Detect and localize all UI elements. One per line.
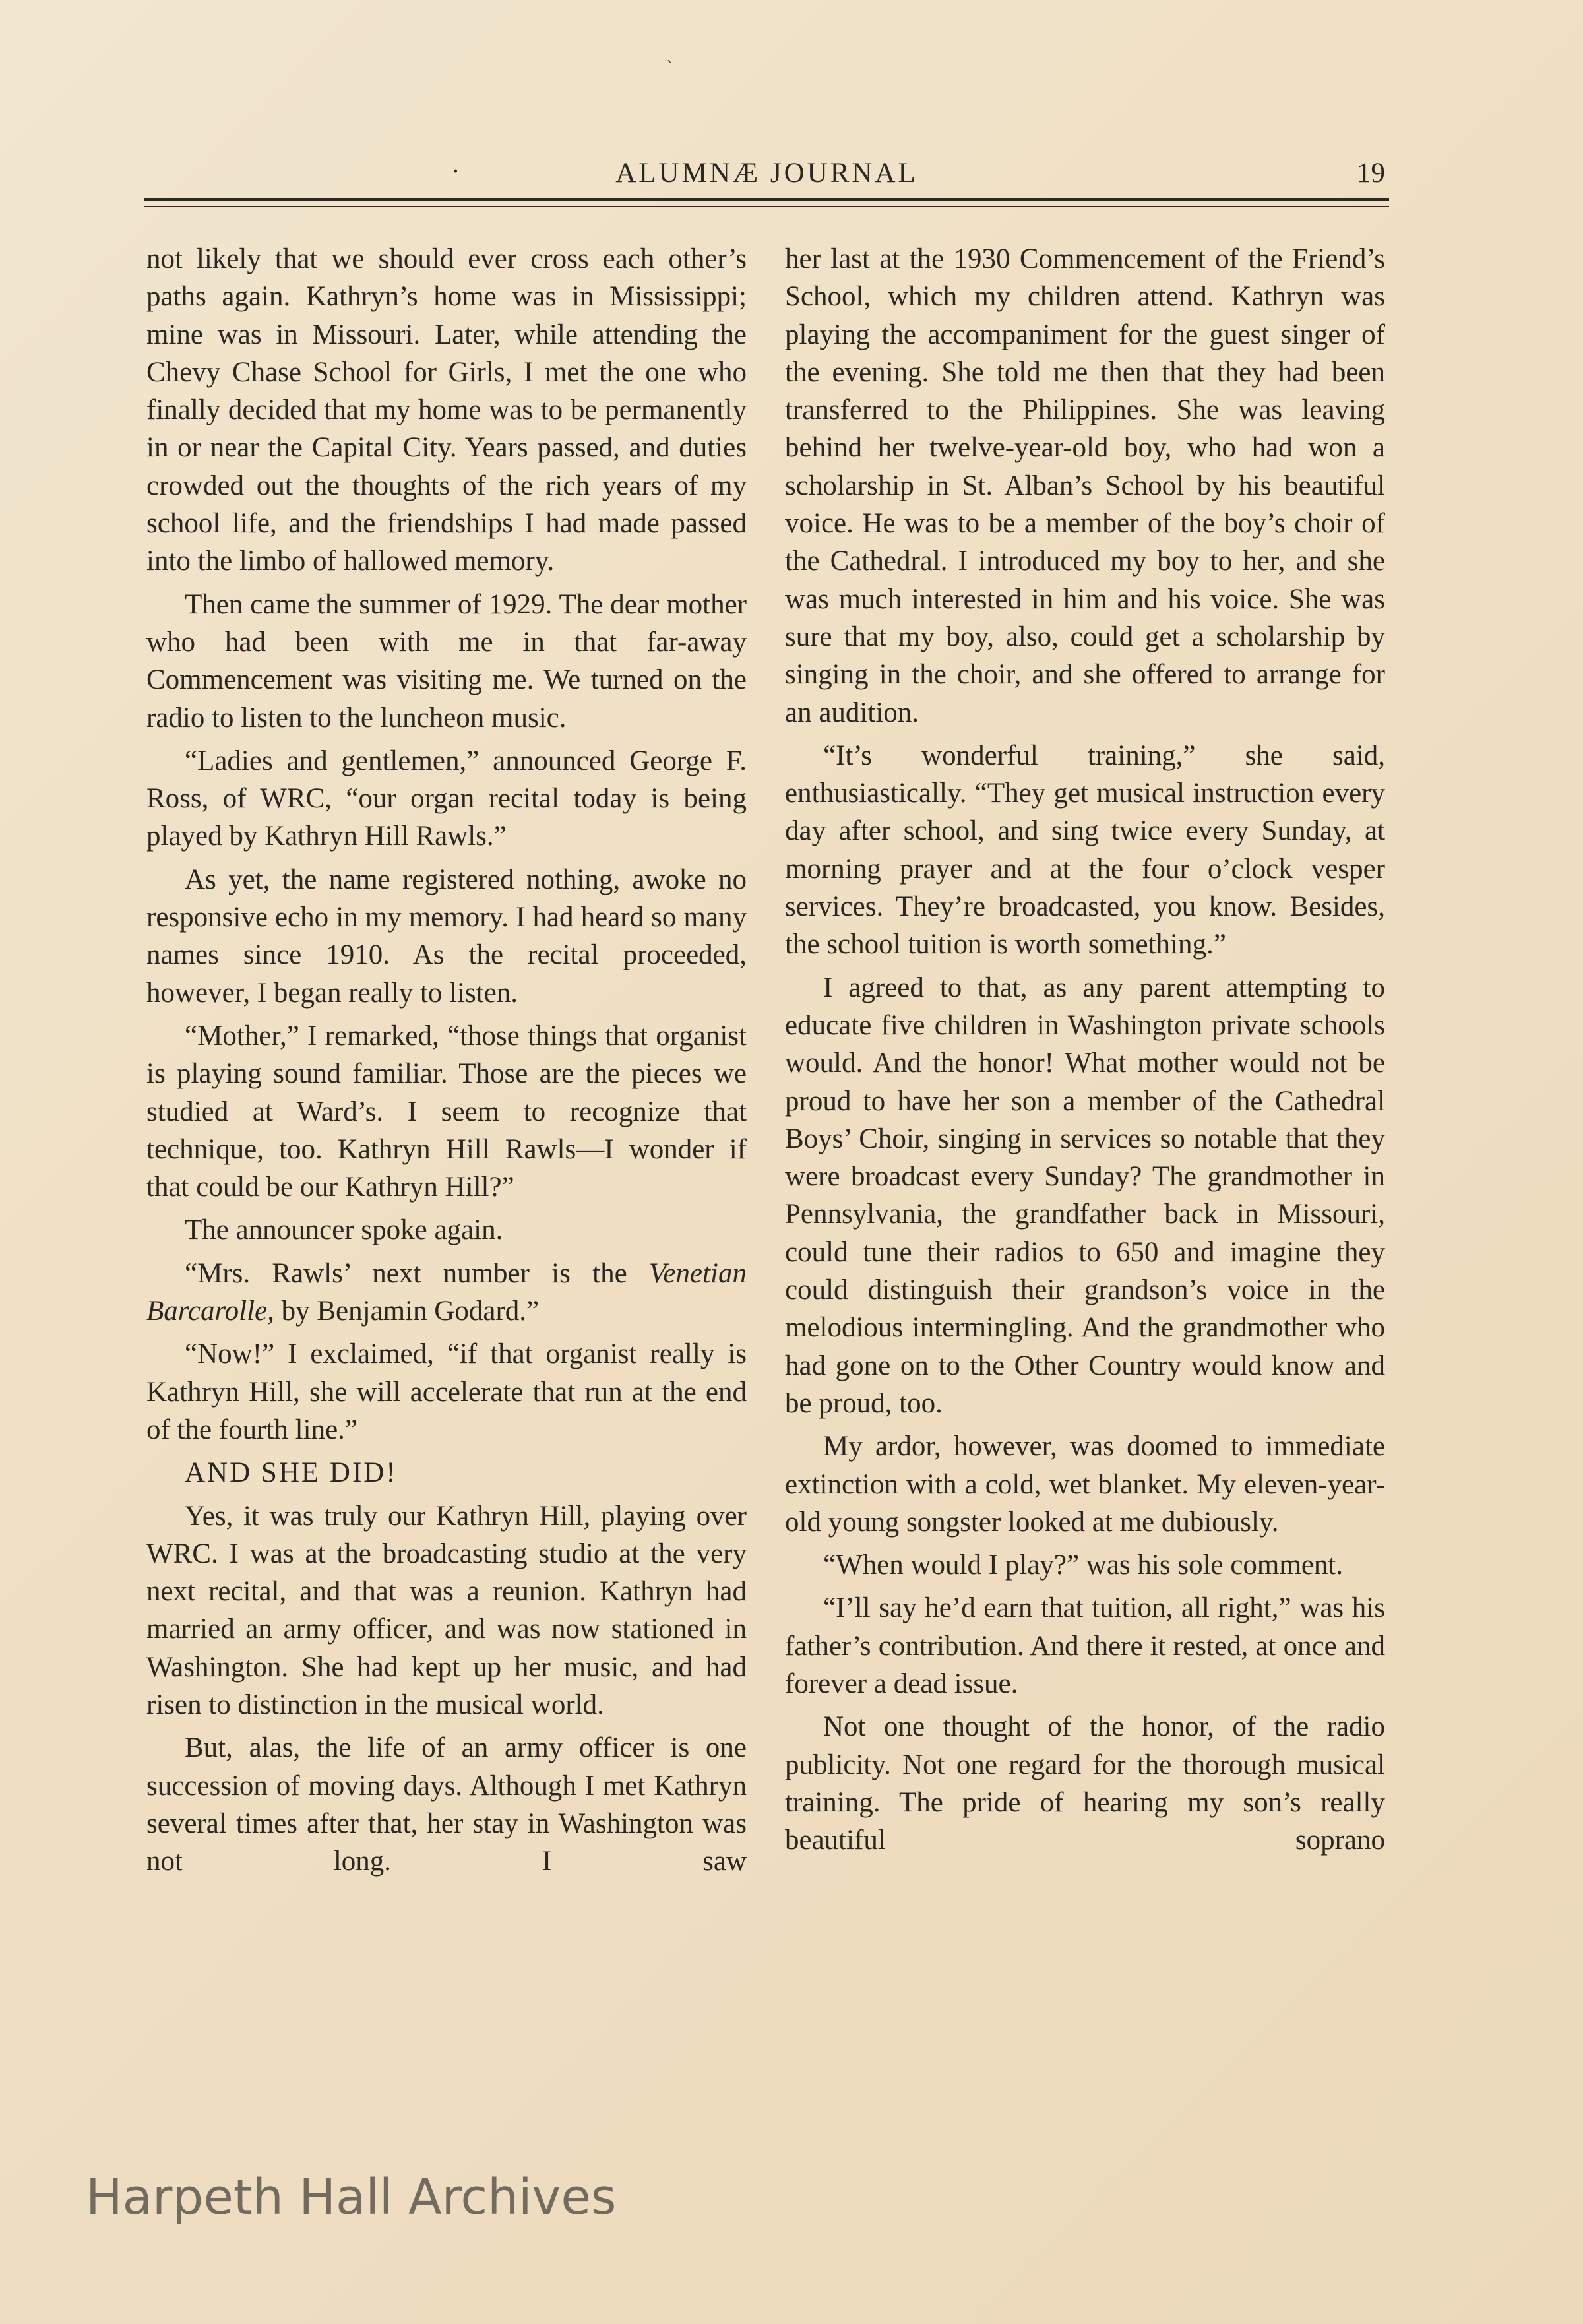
paragraph: “It’s wonderful training,” she said, enthusiastically. “They get musical instruction every day after school, and sing twice every Sunday, at morning prayer and at the four o’clock vesper services. They’re broadcasted, you know. Besides, the school tuition is worth something.”: [785, 739, 1385, 960]
right-column: [785, 240, 1385, 1859]
paragraph: “Mother,” I remarked, “those things that organist is playing sound familiar. Those are the pieces we studied at Ward’s. I seem to recognize that technique, too. Kathryn Hill Rawls—I wonder if that could be our Kathryn Hill?”: [146, 1020, 747, 1203]
header-bullet: ·: [452, 158, 460, 185]
header-rule-thick: [144, 198, 1389, 201]
paragraph: “Now!” I exclaimed, “if that organist really is Kathryn Hill, she will accelerate that run at the end of the fourth line.”: [146, 1338, 747, 1445]
paragraph: My ardor, however, was doomed to immediate extinction with a cold, wet blanket. My eleven-year-old young songster looked at me dubiously.: [785, 1431, 1385, 1538]
archive-watermark: Harpeth Hall Archives: [86, 2169, 617, 2226]
header-rule-thin: [144, 206, 1389, 207]
paragraph: Yes, it was truly our Kathryn Hill, playing over WRC. I was at the broadcasting studio at the very next recital, and that was a reunion. Kathryn had married an army officer, and was now stationed in Washington. She had kept up her music, and had risen to distinction in the musical world.: [146, 1500, 747, 1720]
paragraph: Not one thought of the honor, of the radio publicity. Not one regard for the thorough musical training. The pride of hearing my son’s really beautiful soprano: [785, 1711, 1385, 1856]
paragraph: I agreed to that, as any parent attempting to educate five children in Washington private schools would. And the honor! What mother would not be proud to have her son a member of the Cathedral Boys’ Choir, singing in services so notable that they were broadcast every Sunday? The grandmother in Pennsylvania, the grandfather back in Missouri, could tune their radios to 650 and imagine they could distinguish their grandson’s voice in the melodious intermingling. And the grandmother who had gone on to the Other Country would know and be proud, too.: [785, 972, 1385, 1419]
quote-end: by Benjamin Godard.”: [274, 1296, 540, 1327]
paragraph-with-title: [146, 1255, 747, 1331]
music-title: Venetian Barcarolle,: [146, 1257, 747, 1327]
paragraph: But, alas, the life of an army officer is one succession of moving days. Although I met Kathryn several times after that, her stay in Washington was not long. I saw: [146, 1732, 747, 1877]
paragraph: “When would I play?” was his sole comment.: [823, 1550, 1344, 1581]
paragraph: The announcer spoke again.: [185, 1214, 503, 1246]
paragraph: her last at the 1930 Commencement of the Friend’s School, which my children attend. Kathryn was playing the accompaniment for the guest singer of the evening. She told me then that they had been transferred to the Philippines. She was leaving behind her twelve-year-old boy, who had won a scholarship in St. Alban’s School by his beautiful voice. He was to be a member of the boy’s choir of the Cathedral. I introduced my boy to her, and she was much interested in him and his voice. She was sure that my boy, also, could get a scholarship by singing in the choir, and she offered to arrange for an audition.: [785, 243, 1385, 728]
left-column: [146, 240, 747, 1880]
page-number: 19: [1357, 158, 1385, 189]
print-speck: `: [666, 59, 675, 79]
paragraph: Then came the summer of 1929. The dear mother who had been with me in that far-away Commencement was visiting me. We turned on the radio to listen to the luncheon music.: [146, 588, 747, 734]
quote-start: “Mrs. Rawls’ next number is the: [185, 1257, 649, 1289]
page-header: [142, 153, 1392, 193]
paragraph: “I’ll say he’d earn that tuition, all right,” was his father’s contribution. And there it rested, at once and forever a dead issue.: [785, 1592, 1385, 1699]
paragraph-emphasis: AND SHE DID!: [185, 1457, 398, 1489]
paragraph: As yet, the name registered nothing, awoke no responsive echo in my memory. I had heard so many names since 1910. As the recital proceeded, however, I began really to listen.: [146, 864, 747, 1009]
journal-title: ALUMNÆ JOURNAL: [615, 158, 918, 189]
paragraph: not likely that we should ever cross each other’s paths again. Kathryn’s home was in Mississippi; mine was in Missouri. Later, while attending the Chevy Chase School for Girls, I met the one who finally decided that my home was to be permanently in or near the Capital City. Years passed, and duties crowded out the thoughts of the rich years of my school life, and the friendships I had made passed into the limbo of hallowed memory.: [146, 243, 747, 577]
paragraph: “Ladies and gentlemen,” announced George F. Ross, of WRC, “our organ recital today is being played by Kathryn Hill Rawls.”: [146, 745, 747, 852]
